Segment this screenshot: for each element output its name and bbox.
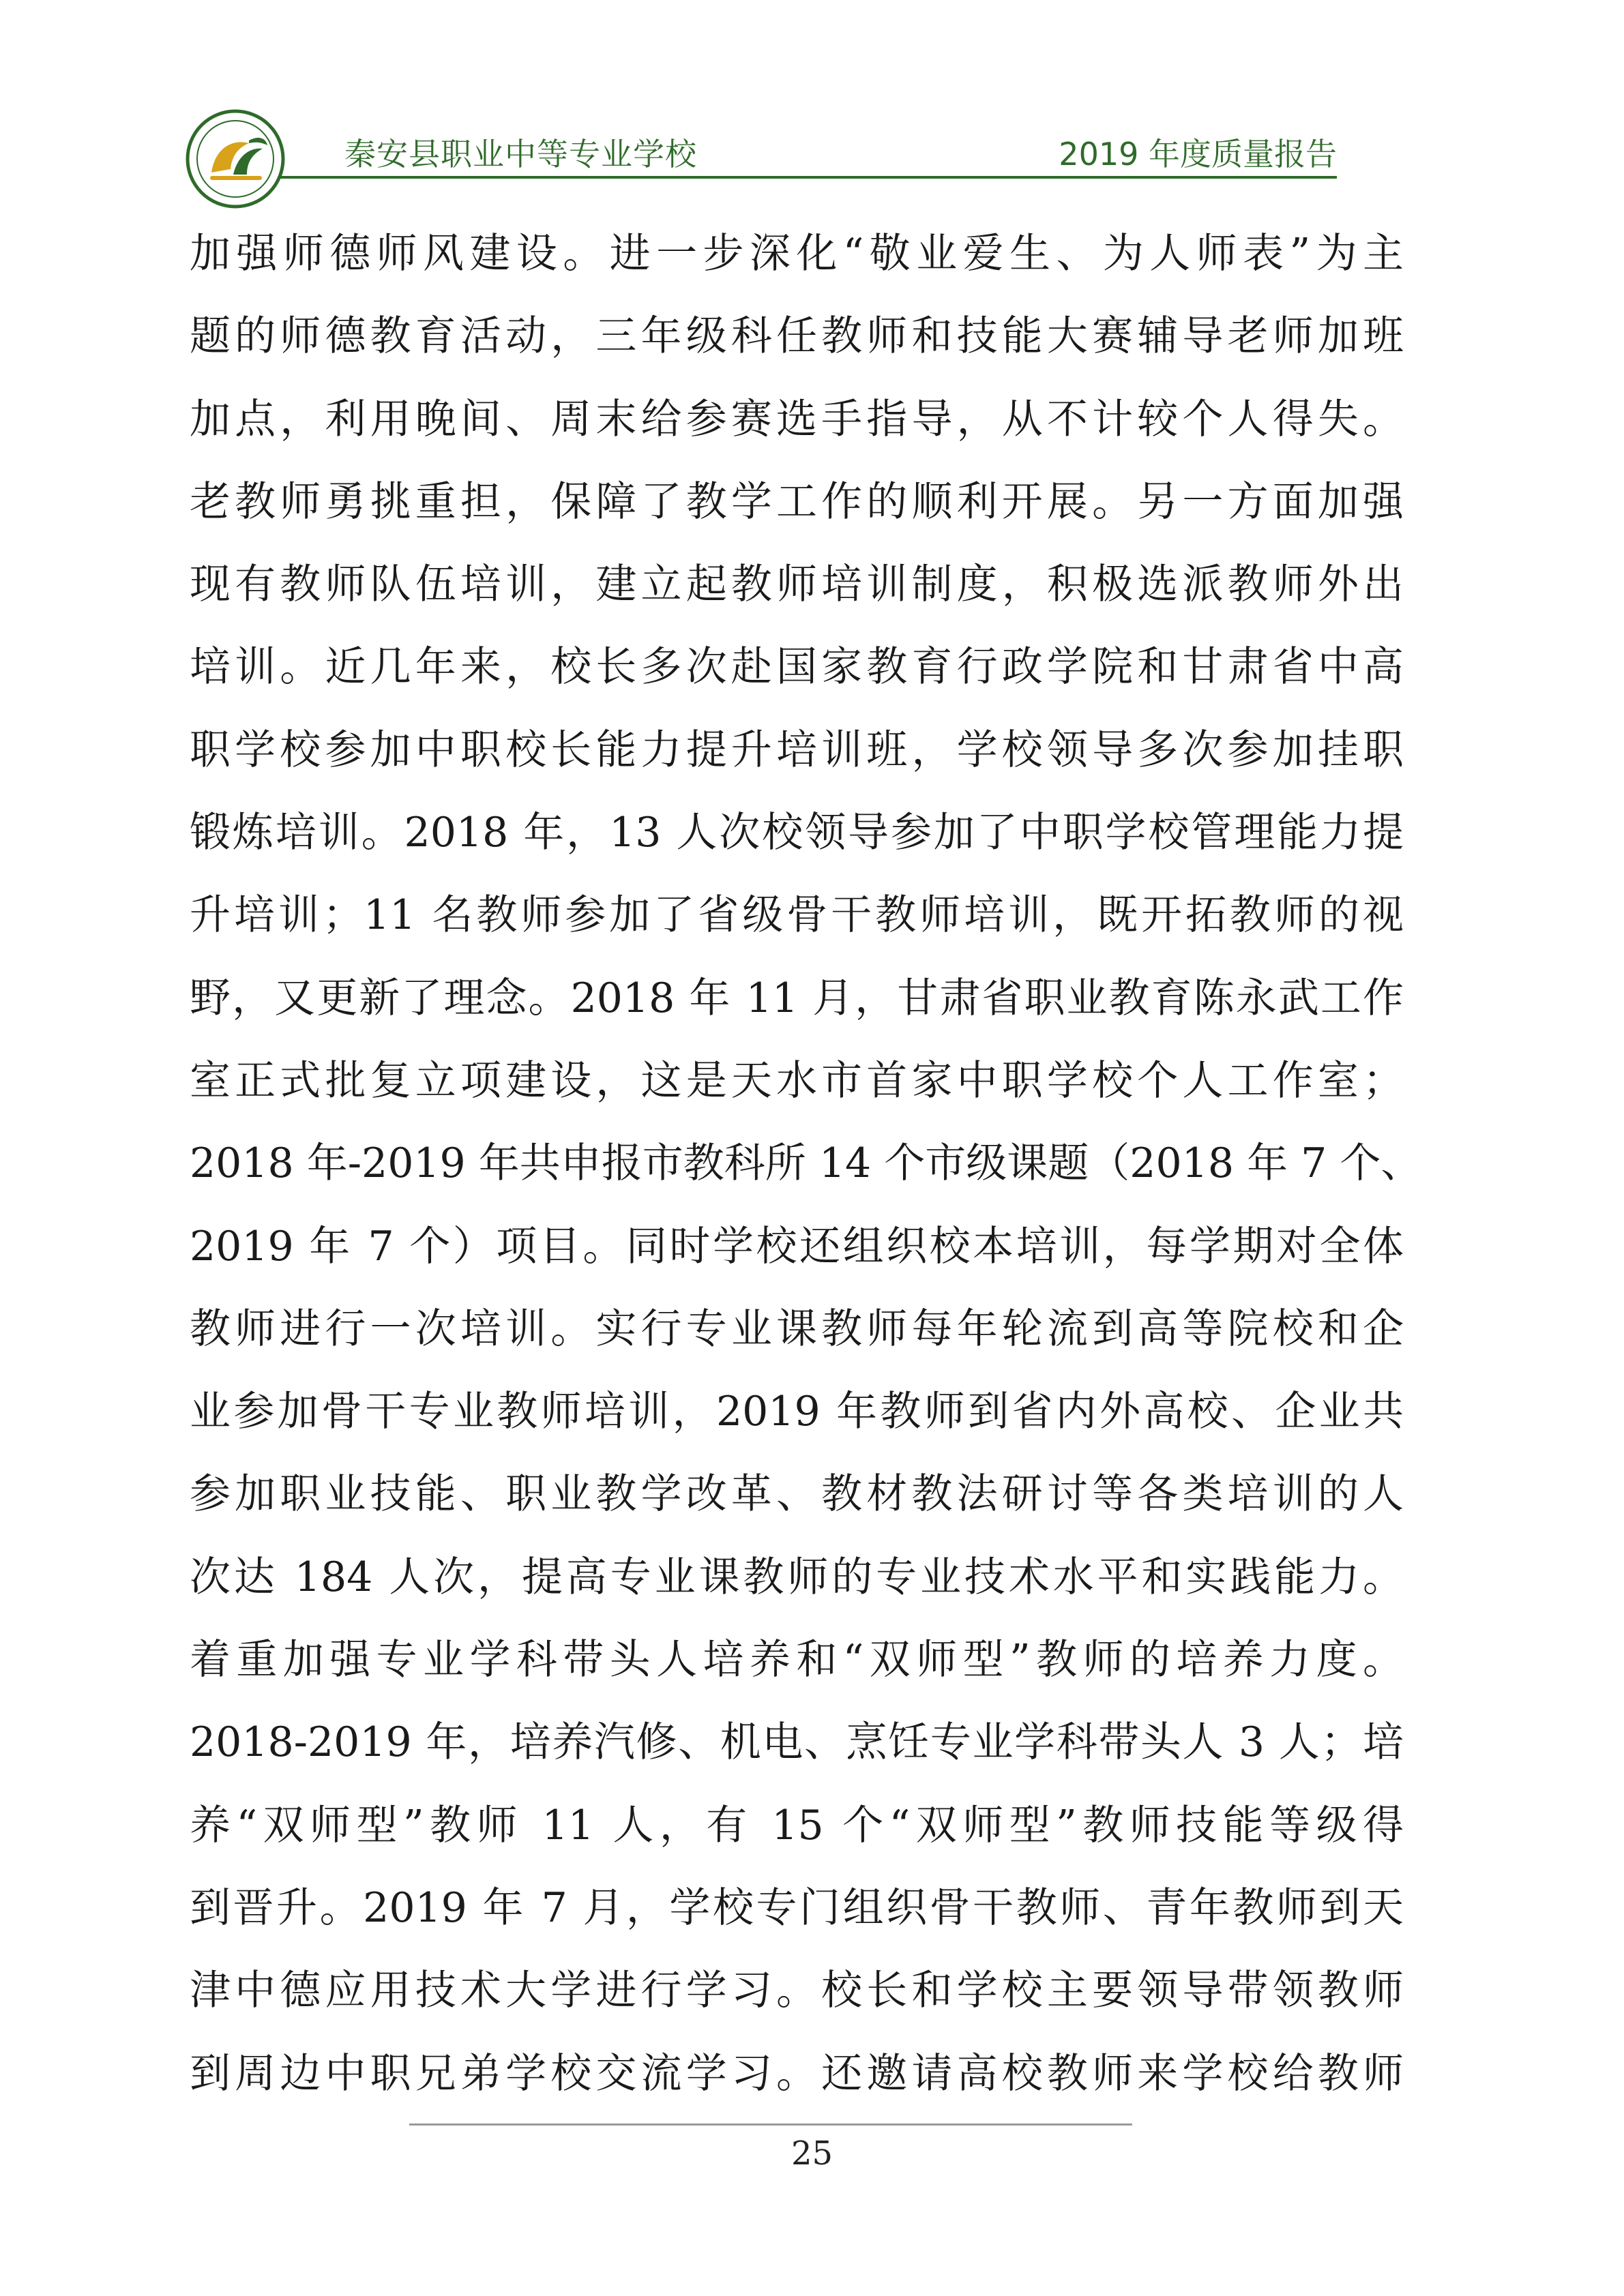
text-line: 培训。近几年来，校长多次赴国家教育行政学院和甘肃省中高 [190,643,1404,691]
text-line: 到晋升。2019 年 7 月，学校专门组织骨干教师、青年教师到天 [190,1883,1404,1932]
text-line: 养“双师型”教师 11 人，有 15 个“双师型”教师技能等级得 [190,1801,1404,1849]
text-line: 锻炼培训。2018 年，13 人次校领导参加了中职学校管理能力提 [190,809,1404,857]
text-line: 职学校参加中职校长能力提升培训班，学校领导多次参加挂职 [190,726,1404,774]
text-line: 题的师德教育活动，三年级科任教师和技能大赛辅导老师加班 [190,312,1404,361]
header-divider [280,176,1337,179]
report-title: 2019 年度质量报告 [1059,136,1337,173]
text-line: 室正式批复立项建设，这是天水市首家中职学校个人工作室； [190,1056,1404,1105]
page-number: 25 [791,2134,833,2173]
text-line: 津中德应用技术大学进行学习。校长和学校主要领导带领教师 [190,1967,1404,2015]
text-line: 教师进行一次培训。实行专业课教师每年轮流到高等院校和企 [190,1304,1404,1353]
footer-divider [409,2123,1132,2126]
text-line: 到周边中职兄弟学校交流学习。还邀请高校教师来学校给教师 [190,2049,1404,2098]
school-name: 秦安县职业中等专业学校 [344,136,697,173]
text-line: 现有教师队伍培训，建立起教师培训制度，积极选派教师外出 [190,561,1404,609]
body-text [190,213,1422,2115]
text-line: 着重加强专业学科带头人培养和“双师型”教师的培养力度。 [190,1636,1404,1684]
text-line: 加强师德师风建设。进一步深化“敬业爱生、为人师表”为主 [190,230,1404,278]
text-line: 2018-2019 年，培养汽修、机电、烹饪专业学科带头人 3 人；培 [190,1718,1404,1767]
page-header [184,102,1337,184]
school-emblem-icon [184,108,286,210]
text-line: 次达 184 人次，提高专业课教师的专业技术水平和实践能力。 [190,1553,1404,1601]
text-line: 参加职业技能、职业教学改革、教材教法研讨等各类培训的人 [190,1470,1404,1519]
text-line: 2019 年 7 个）项目。同时学校还组织校本培训，每学期对全体 [190,1222,1404,1270]
text-line: 老教师勇挑重担，保障了教学工作的顺利开展。另一方面加强 [190,477,1404,526]
text-line: 加点，利用晚间、周末给参赛选手指导，从不计较个人得失。 [190,395,1404,443]
text-line: 2018 年-2019 年共申报市教科所 14 个市级课题（2018 年 7 个、 [190,1139,1422,1188]
text-line: 业参加骨干专业教师培训，2019 年教师到省内外高校、企业共 [190,1388,1404,1436]
text-line: 升培训；11 名教师参加了省级骨干教师培训，既开拓教师的视 [190,891,1404,940]
text-line: 野，又更新了理念。2018 年 11 月，甘肃省职业教育陈永武工作 [190,974,1404,1022]
